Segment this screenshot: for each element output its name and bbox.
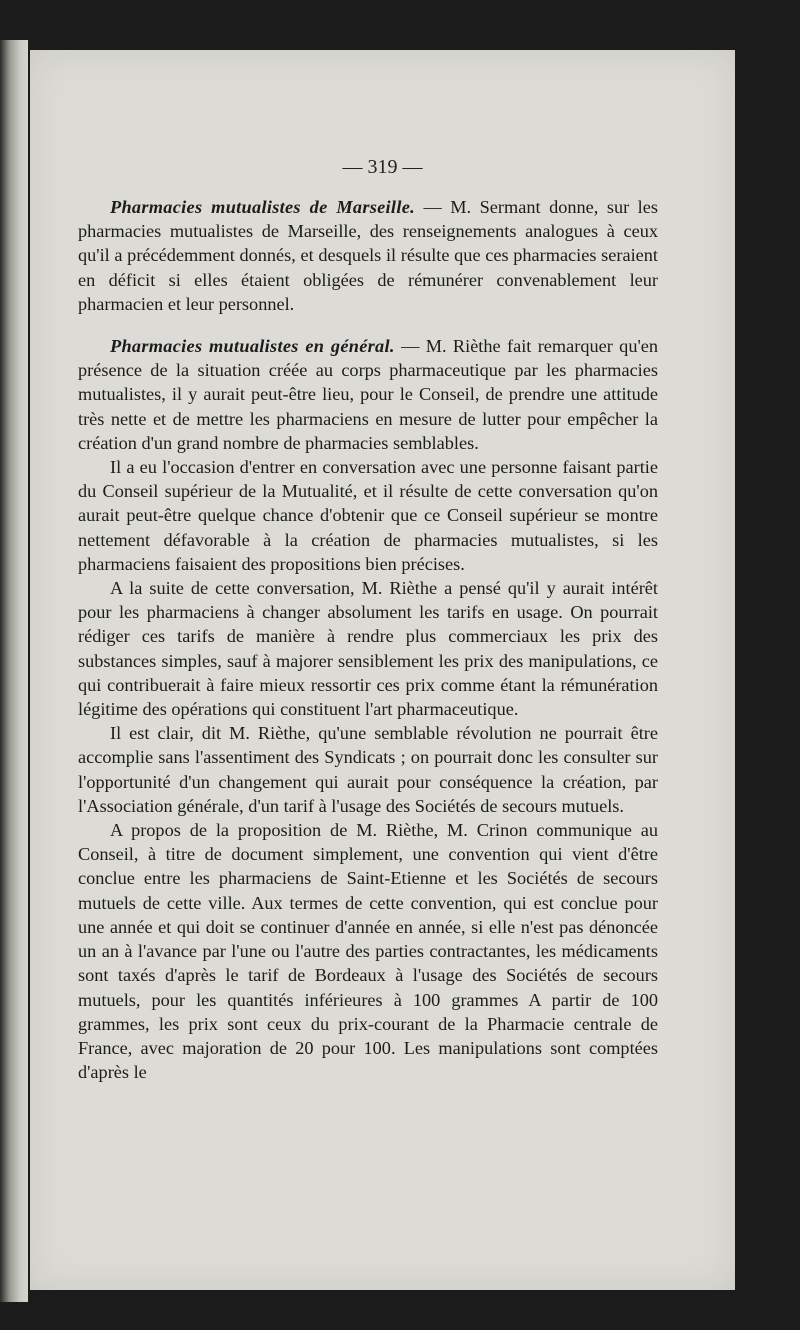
body-text (78, 195, 658, 1084)
paragraph-text: A propos de la proposition de M. Rièthe, M. Crinon communique au Conseil, à titre de document simplement, une convention qui vient d'être conclue entre les pharmaciens de Saint-Etienne et les Sociétés de secours mutuels de cette ville. Aux termes de cette convention, qui est conclue pour une année et qui doit se continuer d'année en année, si elle n'est pas dénoncée un an à l'avance par l'une ou l'autre des parties contractantes, les médicaments sont taxés d'après le tarif de Bordeaux à l'usage des Sociétés de secours mutuels, pour les quantités inférieures à 100 grammes A partir de 100 grammes, les prix sont ceux du prix-courant de la Pharmacie centrale de France, avec majoration de 20 pour 100. Les manipulations sont comptées d'après le (78, 820, 658, 1083)
paragraph-general (78, 334, 658, 455)
section-heading-marseille: Pharmacies mutualistes de Marseille. (110, 197, 415, 217)
paragraph-text: — M. Rièthe fait remarquer qu'en présence de la situation créée au corps pharmaceutique par les pharmacies mutualistes, il y aurait peut-être lieu, pour le Conseil, de prendre une attitude très nette et de mettre les pharmaciens en mesure de lutter pour empêcher la création d'un grand nombre de pharmacies semblables. (78, 336, 659, 453)
section-heading-general: Pharmacies mutualistes en général. (110, 336, 395, 357)
paragraph-text: — M. Sermant donne, sur les pharmacies mutualistes de Marseille, des renseignements analogues à ceux qu'il a précédemment donnés, et desquels il résulte que ces pharmacies seraient en déficit si elles étaient obligées de rémunérer convenablement leur pharmacien et leur personnel. (78, 197, 658, 314)
paragraph-text: Il a eu l'occasion d'entrer en conversation avec une personne faisant partie du Conseil supérieur de la Mutualité, et il résulte de cette conversation qu'on aurait peut-être quelque chance d'obtenir que ce Conseil supérieur se montre nettement défavorable à la création de pharmacies mutualistes, si les pharmaciens faisaient des propositions bien précises. (78, 457, 658, 574)
page-number: — 319 — (342, 156, 423, 178)
book-left-edge (0, 40, 28, 1302)
paragraph (78, 721, 658, 818)
book-page (30, 50, 735, 1290)
paragraph (78, 818, 658, 1084)
paragraph (78, 576, 658, 721)
paragraph-text: A la suite de cette conversation, M. Rièthe a pensé qu'il y aurait intérêt pour les pharmaciens à changer absolument les tarifs en usage. On pourrait rédiger ces tarifs de manière à rendre plus commerciaux les prix des substances simples, sauf à majorer sensiblement les prix des manipulations, ce qui contribuerait à faire mieux ressortir ces prix comme étant la rémunération légitime des opérations qui constituent l'art pharmaceutique. (78, 578, 658, 720)
paragraph-text: Il est clair, dit M. Rièthe, qu'une semblable révolution ne pourrait être accomplie sans l'assentiment des Syndicats ; on pourrait donc les consulter sur l'opportunité d'un changement qui aurait pour conséquence la création, par l'Association générale, d'un tarif à l'usage des Sociétés de secours mutuels. (78, 723, 658, 816)
paragraph (78, 455, 658, 576)
paragraph-marseille (78, 195, 658, 316)
